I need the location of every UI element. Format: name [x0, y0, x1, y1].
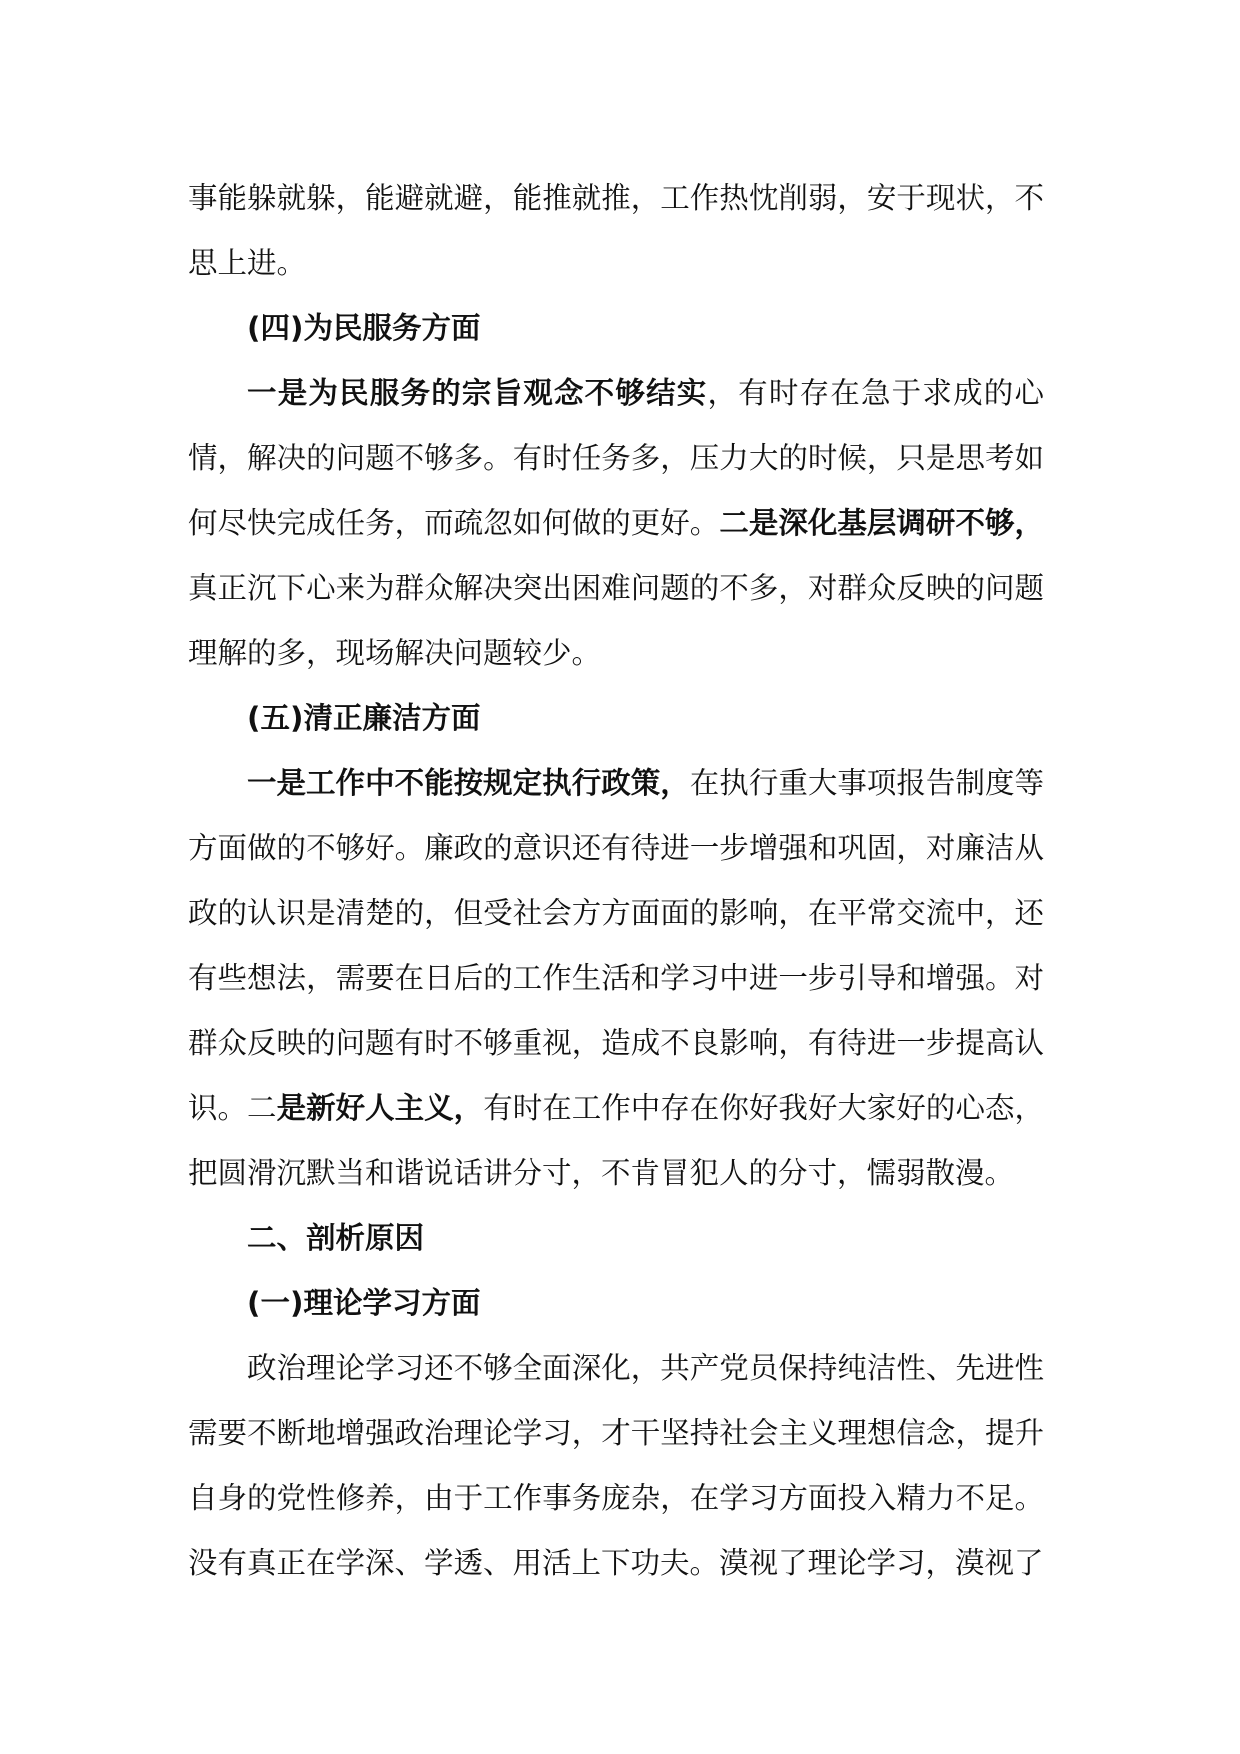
section-heading-integrity: (五)清正廉洁方面	[247, 701, 481, 735]
paragraph-continuation	[188, 166, 1044, 296]
paragraph-theory	[188, 1336, 1044, 1596]
bold-run: 一是为民服务的宗旨观念不够结实	[247, 376, 708, 410]
bold-run: 一是工作中不能按规定执行政策，	[247, 766, 690, 800]
text-run: ，有时存在急于求成的心情，解决的问题不够多。有时任务多，压力大的时候，只是思考如何尽快完成任务，而疏忽如何做的更好。	[188, 376, 1044, 540]
section-heading-theory: (一)理论学习方面	[247, 1286, 481, 1320]
text-run: 在执行重大事项报告制度等方面做的不够好。廉政的意识还有待进一步增强和巩固，对廉洁从政的认识是清楚的，但受社会方方面面的影响，在平常交流中，还有些想法，需要在日后的工作生活和学习中进一步引导和增强。对群众反映的问题有时不够重视，造成不良影响，有待进一步提高认识。二	[188, 766, 1044, 1125]
text-run: 真正沉下心来为群众解决突出困难问题的不多，对群众反映的问题理解的多，现场解决问题较少。	[188, 571, 1044, 670]
paragraph-integrity	[188, 751, 1044, 1206]
text-run: 政治理论学习还不够全面深化，共产党员保持纯洁性、先进性需要不断地增强政治理论学习，才干坚持社会主义理想信念，提升自身的党性修养，由于工作事务庞杂，在学习方面投入精力不足。没有真正在学深、学透、用活上下功夫。漠视了理论学习，漠视了	[188, 1351, 1044, 1580]
section-heading-causes: 二、剖析原因	[247, 1221, 425, 1255]
paragraph-service	[188, 361, 1044, 686]
section-heading-service: (四)为民服务方面	[247, 311, 481, 345]
text-run: 事能躲就躲，能避就避，能推就推，工作热忱削弱，安于现状，不思上进。	[188, 181, 1044, 280]
bold-run: 是新好人主义，	[276, 1091, 484, 1125]
bold-run: 二是深化基层调研不够，	[719, 506, 1044, 540]
text-run: 有时在工作中存在你好我好大家好的心态，把圆滑沉默当和谐说话讲分寸，不肯冒犯人的分寸，懦弱散漫。	[188, 1091, 1044, 1190]
document-body	[188, 166, 1044, 1596]
